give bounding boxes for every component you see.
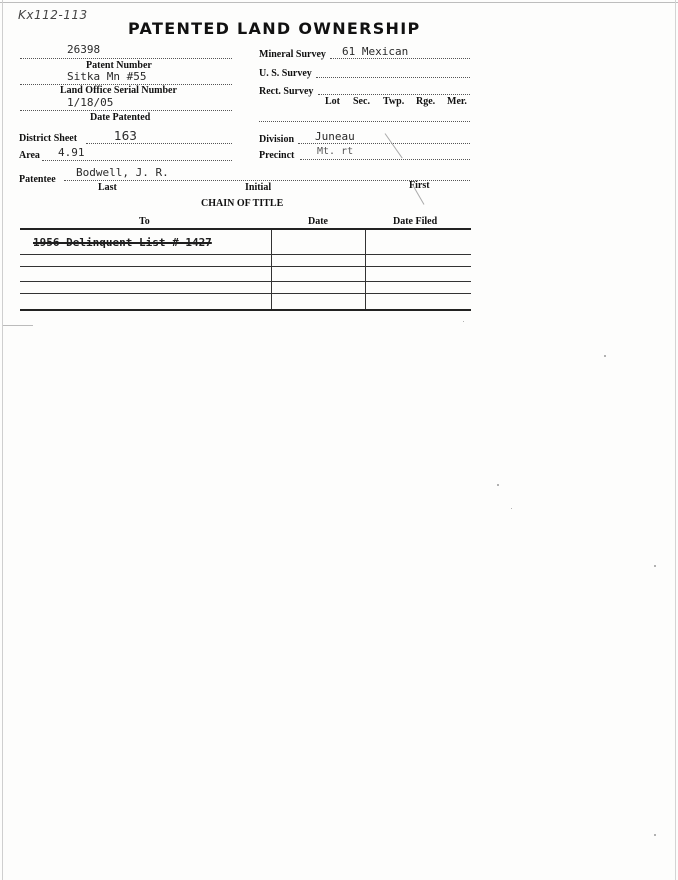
chain-header-rule [20,228,471,230]
district-sheet-label: District Sheet [19,133,78,144]
file-mark: Kx112-113 [18,8,88,22]
rect-col-twp: Twp. [383,96,405,107]
division-line [298,143,470,144]
area-line [42,160,232,161]
patentee-value: Bodwell, J. R. [76,166,169,179]
chain-col-divider-2 [365,230,366,310]
scan-speck [654,565,656,567]
scan-mark [385,133,403,158]
area-value: 4.91 [58,146,85,159]
patentee-label: Patentee [19,174,56,185]
patentee-sub-last: Last [98,182,117,193]
mineral-survey-value: 61 Mexican [342,45,409,58]
scan-speck [604,355,606,357]
date-patented-label: Date Patented [90,112,151,123]
mineral-survey-label: Mineral Survey [259,49,326,60]
patent-number-value: 26398 [67,43,101,56]
us-survey-line [316,77,470,78]
page-edge-left [2,0,3,880]
date-patented-value: 1/18/05 [67,96,114,109]
patentee-sub-first: First [409,180,430,191]
rect-col-rge: Rge. [416,96,436,107]
precinct-line [300,159,470,160]
scan-speck [511,508,512,509]
division-value: Juneau [315,130,355,143]
chain-row-rule [20,266,471,267]
chain-row-rule [20,293,471,294]
rect-col-sec: Sec. [353,96,370,107]
patentee-sub-initial: Initial [245,182,272,193]
rect-survey-values-line [259,121,470,122]
precinct-value: Mt. rt [317,146,354,157]
scan-speck [654,834,656,836]
division-label: Division [259,134,295,145]
chain-bottom-rule [20,309,471,311]
rect-col-mer: Mer. [447,96,467,107]
serial-label: Land Office Serial Number [60,85,177,96]
district-sheet-value: 163 [114,129,137,143]
scan-speck [463,321,464,322]
page-edge-top [0,2,678,3]
chain-entry-1: 1956 Delinquent List # 1427 [33,236,212,249]
chain-row-rule [20,281,471,282]
scan-speck [497,484,499,486]
rect-survey-line [318,94,470,95]
chain-title: CHAIN OF TITLE [201,198,284,209]
district-sheet-line [86,143,232,144]
precinct-label: Precinct [259,150,295,161]
chain-col-divider-1 [271,230,272,310]
chain-header-to: To [139,216,150,227]
chain-row-rule [20,254,471,255]
us-survey-label: U. S. Survey [259,68,312,79]
area-label: Area [19,150,40,161]
date-patented-line [20,110,232,111]
scan-mark [3,325,33,326]
chain-header-date-filed: Date Filed [393,216,438,227]
rect-col-lot: Lot [325,96,340,107]
patent-number-label: Patent Number [86,60,152,71]
serial-value: Sitka Mn #55 [67,70,147,83]
form-title: PATENTED LAND OWNERSHIP [128,19,421,38]
page-edge-right [675,0,676,880]
mineral-survey-line [330,58,470,59]
rect-survey-label: Rect. Survey [259,86,314,97]
chain-header-date: Date [308,216,328,227]
patent-number-line [20,58,232,59]
